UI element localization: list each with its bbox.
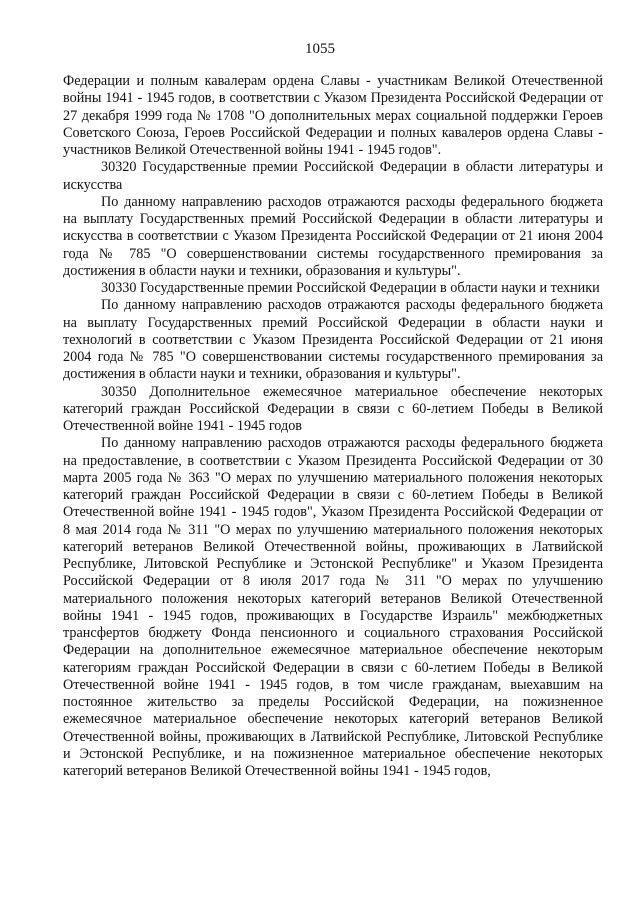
page-number: 1055 [305,41,335,57]
section-heading-30350: 30350 Дополнительное ежемесячное материальное обеспечение некоторых категорий граждан Российской Федерации в связи с 60-летием Победы в Великой Отечественной войне 1941 - 1945 годов [63,383,603,434]
paragraph-continuation: Федерации и полным кавалерам ордена Славы - участникам Великой Отечественной войны 1941 - 1945 годов, в соответствии с Указом Президента Российской Федерации от 27 декабря 1999 года № 1708 "О дополнительных мерах социальной поддержки Героев Советского Союза, Героев Российской Федерации и полных кавалеров ордена Славы - участников Великой Отечественной войны 1941 - 1945 годов". [63,73,603,158]
paragraph-30350: По данному направлению расходов отражаются расходы федерального бюджета на предоставление, в соответствии с Указом Президента Российской Федерации от 30 марта 2005 года № 363 "О мерах по улучшению материального положения некоторых категорий граждан Российской Федерации в связи с 60-летием Победы в Великой Отечественной войне 1941 - 1945 годов", Указом Президента Российской Федерации от 8 мая 2014 года № 311 "О мерах по улучшению материального положения некоторых категорий ветеранов Великой Отечественной войны, проживающих в Латвийской Республике, Литовской Республике и Эстонской Республике" и Указом Президента Российской Федерации от 8 июля 2017 года № 311 "О мерах по улучшению материального положения некоторых категорий ветеранов Великой Отечественной войны 1941 - 1945 годов, проживающих в Государстве Израиль" межбюджетных трансфертов бюджету Фонда пенсионного и социального страхования Российской Федерации на дополнительное ежемесячное материальное обеспечение некоторым категориям граждан Российской Федерации в связи с 60-летием Победы в Великой Отечественной войне 1941 - 1945 годов, в том числе гражданам, выехавшим на постоянное жительство за пределы Российской Федерации, на пожизненное ежемесячное материальное обеспечение некоторых категорий ветеранов Великой Отечественной войны, проживающих в Латвийской Республике, Литовской Республике и Эстонской Республике, и на пожизненное материальное обеспечение некоторых категорий ветеранов Великой Отечественной войны 1941 - 1945 годов, [63,435,603,779]
section-heading-30330: 30330 Государственные премии Российской Федерации в области науки и техники [101,280,600,296]
paragraph-30320: По данному направлению расходов отражаются расходы федерального бюджета на выплату Государственных премий Российской Федерации в области литературы и искусства в соответствии с Указом Президента Российской Федерации от 21 июня 2004 года № 785 "О совершенствовании системы государственного премирования за достижения в области науки и техники, образования и культуры". [63,193,603,279]
document-body [63,73,603,780]
paragraph-30330: По данному направлению расходов отражаются расходы федерального бюджета на выплату Государственных премий Российской Федерации в области науки и технологий в соответствии с Указом Президента Российской Федерации от 21 июня 2004 года № 785 "О совершенствовании системы государственного премирования за достижения в области науки и техники, образования и культуры". [63,297,603,383]
section-heading-30320: 30320 Государственные премии Российской Федерации в области литературы и искусства [63,159,603,193]
